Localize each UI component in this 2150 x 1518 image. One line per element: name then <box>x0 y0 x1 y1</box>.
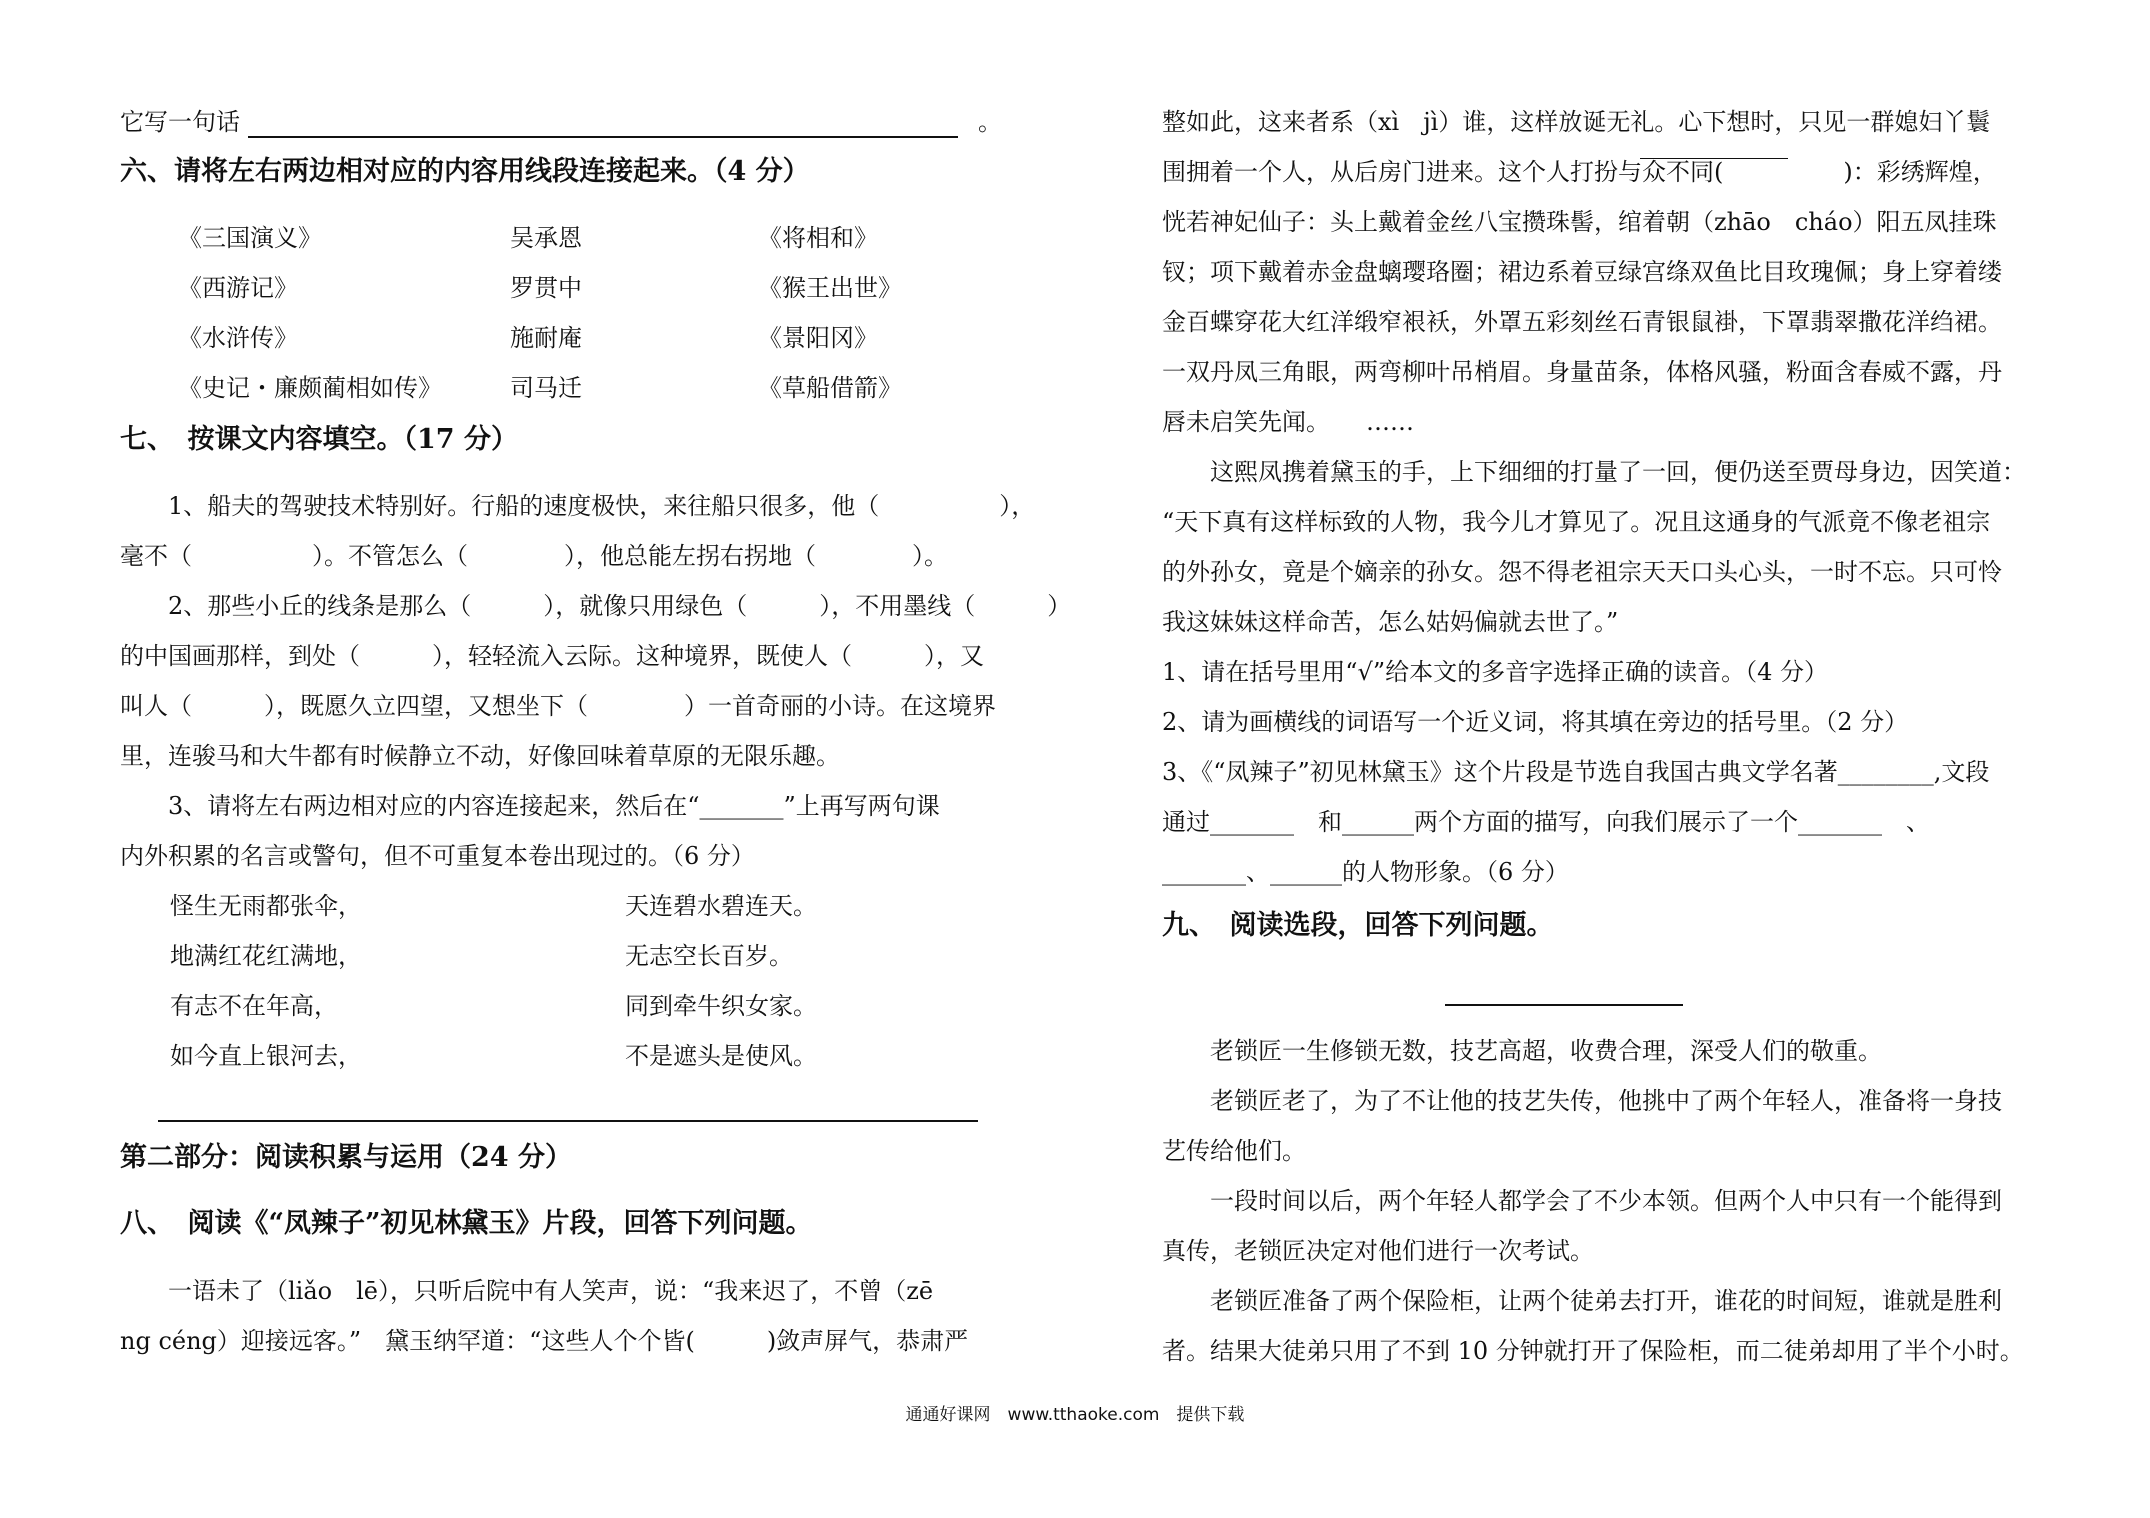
sentence-prefix: 它写一句话 <box>120 108 240 136</box>
pair-right-item: 同到牵牛织女家。 <box>625 992 817 1020</box>
pair-left-item: 怪生无雨都张伞， <box>170 892 362 920</box>
text-line: 老锁匠一生修锁无数，技艺高超，收费合理，深受人们的敬重。 <box>1162 1037 1882 1065</box>
pair-left-item: 如今直上银河去， <box>170 1042 362 1070</box>
pair-right-item: 无志空长百岁。 <box>625 942 793 970</box>
match-left-item: 《西游记》 <box>178 274 298 302</box>
sentence-line <box>120 106 240 138</box>
match-right-item: 《草船借箭》 <box>758 374 902 402</box>
text-line: 1、船夫的驾驶技术特别好。行船的速度极快，来往船只很多，他（ ）， <box>120 492 1036 520</box>
text-line: 我这妹妹这样命苦，怎么姑妈偏就去世了。” <box>1162 608 1619 636</box>
text-line: 毫不（ ）。不管怎么（ ），他总能左拐右拐地（ ）。 <box>120 542 948 570</box>
text-line: 的外孙女，竟是个嫡亲的孙女。怨不得老祖宗天天口头心头，一时不忘。只可怜 <box>1162 558 2002 586</box>
text-line: 艺传给他们。 <box>1162 1137 1306 1165</box>
question-line: 2、请为画横线的词语写一个近义词，将其填在旁边的括号里。（2 分） <box>1162 708 1909 736</box>
sentence-end: 。 <box>978 108 1002 136</box>
match-left-item: 《三国演义》 <box>178 224 322 252</box>
pair-right-item: 不是遮头是使风。 <box>625 1042 817 1070</box>
match-left-item: 《水浒传》 <box>178 324 298 352</box>
text-line: “天下真有这样标致的人物，我今儿才算见了。况且这通身的气派竟不像老祖宗 <box>1162 508 1991 536</box>
text-line: 一双丹凤三角眼，两弯柳叶吊梢眉。身量苗条，体格风骚，粉面含春威不露，丹 <box>1162 358 2002 386</box>
section-9-title: 九、 阅读选段，回答下列问题。 <box>1162 910 1554 941</box>
match-middle-item: 罗贯中 <box>510 274 582 302</box>
title-blank-line[interactable] <box>1445 1004 1683 1006</box>
match-right-item: 《景阳冈》 <box>758 324 878 352</box>
text-line: 3、请将左右两边相对应的内容连接起来，然后在“_______”上再写两句课 <box>120 792 940 820</box>
answer-blank-line[interactable] <box>248 136 958 138</box>
text-line: 整如此，这来者系（xì jì）谁，这样放诞无礼。心下想时，只见一群媳妇丫鬟 <box>1162 108 1991 136</box>
underlined-phrase-mark <box>1640 158 1788 159</box>
match-left-item: 《史记・廉颇蔺相如传》 <box>178 374 442 402</box>
question-line: _______、______的人物形象。（6 分） <box>1162 858 1569 886</box>
text-line: 恍若神妃仙子：头上戴着金丝八宝攒珠髻，绾着朝（zhāo cháo）阳五凤挂珠 <box>1162 208 1997 236</box>
text-line: 金百蝶穿花大红洋缎窄裉袄，外罩五彩刻丝石青银鼠褂，下罩翡翠撒花洋绉裙。 <box>1162 308 2002 336</box>
text-line: 围拥着一个人，从后房门进来。这个人打扮与众不同( )：彩绣辉煌， <box>1162 158 1997 186</box>
text-line: 的中国画那样，到处（ ），轻轻流入云际。这种境界，既使人（ ），又 <box>120 642 984 670</box>
pair-left-item: 有志不在年高， <box>170 992 338 1020</box>
text-line: 一语未了（liǎo lē），只听后院中有人笑声，说：“我来迟了，不曾（zē <box>120 1277 934 1305</box>
match-middle-item: 吴承恩 <box>510 224 582 252</box>
question-line: 通过_______ 和______两个方面的描写，向我们展示了一个_______ 、 <box>1162 808 1930 836</box>
match-middle-item: 司马迁 <box>510 374 582 402</box>
pair-left-item: 地满红花红满地， <box>170 942 362 970</box>
page-footer: 通通好课网 www.tthaoke.com 提供下载 <box>905 1405 1245 1425</box>
question-line: 1、请在括号里用“√”给本文的多音字选择正确的读音。（4 分） <box>1162 658 1828 686</box>
question-line: 3、《“凤辣子”初见林黛玉》这个片段是节选自我国古典文学名著________,文段 <box>1162 758 1990 786</box>
text-line: 老锁匠准备了两个保险柜，让两个徒弟去打开，谁花的时间短，谁就是胜利 <box>1162 1287 2002 1315</box>
match-middle-item: 施耐庵 <box>510 324 582 352</box>
text-line: 一段时间以后，两个年轻人都学会了不少本领。但两个人中只有一个能得到 <box>1162 1187 2002 1215</box>
text-line: 内外积累的名言或警句，但不可重复本卷出现过的。（6 分） <box>120 842 755 870</box>
text-line: 2、那些小丘的线条是那么（ ），就像只用绿色（ ），不用墨线（ ） <box>120 592 1072 620</box>
text-line: 这熙凤携着黛玉的手，上下细细的打量了一回，便仍送至贾母身边，因笑道： <box>1162 458 2026 486</box>
match-right-item: 《将相和》 <box>758 224 878 252</box>
text-line: 唇未启笑先闻。 …… <box>1162 408 1414 436</box>
text-line: 真传，老锁匠决定对他们进行一次考试。 <box>1162 1237 1594 1265</box>
pair-right-item: 天连碧水碧连天。 <box>625 892 817 920</box>
match-right-item: 《猴王出世》 <box>758 274 902 302</box>
text-line: 叫人（ ），既愿久立四望，又想坐下（ ）一首奇丽的小诗。在这境界 <box>120 692 996 720</box>
section-6-title: 六、请将左右两边相对应的内容用线段连接起来。（4 分） <box>120 156 810 187</box>
text-line: 里，连骏马和大牛都有时候静立不动，好像回味着草原的无限乐趣。 <box>120 742 840 770</box>
text-line: ng céng）迎接远客。” 黛玉纳罕道：“这些人个个皆( )敛声屏气，恭肃严 <box>120 1327 969 1355</box>
text-line: 老锁匠老了，为了不让他的技艺失传，他挑中了两个年轻人，准备将一身技 <box>1162 1087 2002 1115</box>
section-8-title: 八、 阅读《“凤辣子”初见林黛玉》片段，回答下列问题。 <box>120 1208 813 1239</box>
section-7-title: 七、 按课文内容填空。（17 分） <box>120 424 518 455</box>
answer-blank-line[interactable] <box>158 1120 978 1122</box>
text-line: 者。结果大徒弟只用了不到 10 分钟就打开了保险柜，而二徒弟却用了半个小时。 <box>1162 1337 2024 1365</box>
part-2-title: 第二部分：阅读积累与运用（24 分） <box>120 1142 572 1173</box>
text-line: 钗；项下戴着赤金盘螭璎珞圈；裙边系着豆绿宫绦双鱼比目玫瑰佩；身上穿着缕 <box>1162 258 2002 286</box>
